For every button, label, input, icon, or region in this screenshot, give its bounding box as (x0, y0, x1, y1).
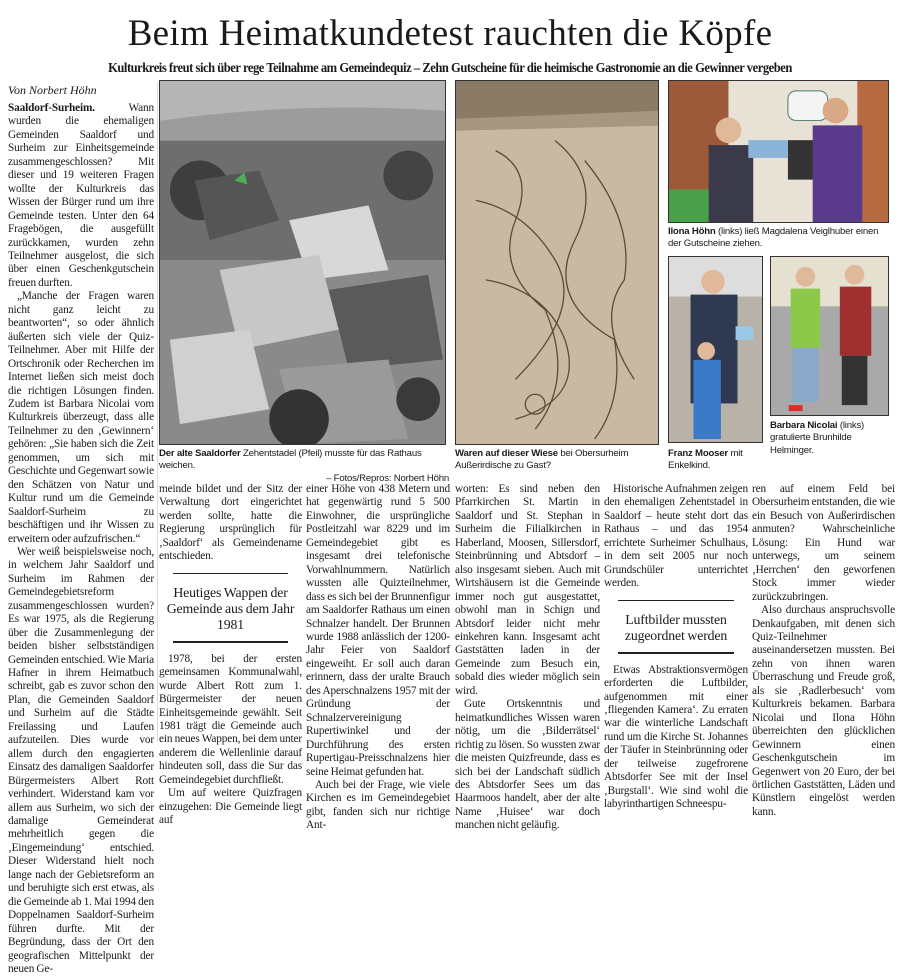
photo-voucher-draw (668, 80, 889, 223)
caption-bold: Ilona Höhn (668, 226, 716, 237)
photo-barbara-nicolai (770, 256, 889, 416)
article-column-5 (604, 483, 748, 812)
photo3-caption (668, 226, 893, 251)
paragraph: „Manche der Fragen waren nicht ganz leicht zu beantworten“, so oder ähnlich äußerten sich viele der Quiz-Teilnehmer. Aber mit Hilfe der Ortschronik oder Recherchen im Internet ließen sich meist doch die richtigen Lösungen finden. Zudem ist Barbara Nicolai vom Kulturkreis überzeugt, dass alle Teilnehmer zu den ‚Gewinnern‘ gehören: „Sie haben sich die Zeit genommen, um sich mit Geschichte und Gegenwart sowie den Schätzen von Natur und Kultur rund um die Gemeinde Saaldorf-Surheim zu beschäftigen und ihr Wissen zu erweitern oder aufzufrischen.“ (8, 290, 154, 545)
paragraph: Auch bei der Frage, wie viele Kirchen es im Gemeindegebiet gibt, fanden sich nur richtige Ant- (306, 778, 450, 832)
paragraph-text: Wann wurden die ehemaligen Gemeinden Saaldorf und Surheim zur Einheitsgemeinde zusammengeschlossen? Mit dieser und 19 weiteren Fragen wollte der Kulturkreis das Wissen der Bürger rund um ihre Gemeinde testen. Unter den 64 Fragebögen, die ausgefüllt zurückkamen, wurden zehn Teilnehmer ausgelost, die sich über einen Geschenkgutschein freuen durften. (8, 102, 154, 289)
paragraph: Also durchaus anspruchsvolle Denkaufgaben, mit denen sich Quiz-Teilnehmer auseinandersetzen mussten. Bei zehn von ihnen waren Überraschung und Freude groß, als sie ‚Radlerbesuch‘ vom Kulturkreis bekamen. Barbara Nicolai und Ilona Höhn überreichten den glücklichen Gewinnern einen Geschenkgutschein im Gegenwert von 20 Euro, der bei örtlichen Gaststätten, Läden und Künstlern eingelöst werden kann. (752, 604, 895, 818)
article-column-1 (8, 102, 154, 976)
photo1-caption (159, 448, 449, 485)
subheading: Luftbilder mussten zugeordnet werden (604, 600, 748, 654)
paragraph: Wer weiß beispielsweise noch, in welchem Jahr Saaldorf und Surheim im Rahmen der Gemeindegebietsreform zusammengeschlossen wurden? Es war 1975, als die Regierung über die Zusammenlegung der beiden bisher selbstständigen Gemeinden entschied. Wie Maria Hafner in ihrem Heimatbuch schreibt, gab es zuvor schon den Plan, die Gemeinden Saaldorf und Surheim auf die Städte Freilassing und Laufen aufzuteilen. Dies wurde vor allem durch den engagierten Einsatz des damaligen Saaldorfer Bürgermeisters Albert Rott verhindert. Widerstand kam vor allem aus Surheim, wo sich der damalige Gemeinderat mehrheitlich gegen die ‚Eingemeindung‘ entschied. Dieser Widerstand hielt noch lange nach der Gebietsreform an und beruhigte sich erst etwas, als die Gemeinde ab 1. Mai 1994 den Doppelnamen Saaldorf-Surheim führen durfte. Mit der Begründung, dass der Ort den geografischen Mittelpunkt der neuen Ge- (8, 545, 154, 975)
article-column-6 (752, 483, 895, 819)
paragraph: ren auf einem Feld bei Obersurheim entstanden, die wie ein Besuch von Außerirdischen anmuten? Wahrscheinliche Lösung: Ein Hund war unterwegs, um seinem ‚Herrchen‘ den geworfenen Stock immer wieder zurückzubringen. (752, 483, 895, 603)
caption-text: Zehentstadel (Pfeil) musste für das Rathaus weichen. (159, 448, 422, 472)
caption-bold: Franz Mooser (668, 448, 728, 459)
paragraph (8, 102, 154, 290)
photo4-caption (668, 448, 766, 473)
photo5-caption (770, 420, 895, 457)
paragraph: Um auf weitere Quizfragen einzugehen: Die Gemeinde liegt auf (159, 787, 302, 827)
caption-text: (links) ließ Magdalena Veiglhuber einen der Gutscheine ziehen. (668, 226, 879, 250)
paragraph: 1978, bei der ersten gemeinsamen Kommunalwahl, wurde Albert Rott zum 1. Bürgermeister der neuen Einheitsgemeinde gewählt. Seit 1981 trägt die Gemeinde auch ein neues Wappen, bei dem unter anderem die Wellenlinie darauf hindeuten soll, dass die Sur das Gemeindegebiet durchfließt. (159, 652, 302, 786)
article-column-3 (306, 483, 450, 833)
paragraph: einer Höhe von 438 Metern und hat gegenwärtig rund 5 500 Einwohner, die ursprüngliche Postleitzahl war 8229 und im Gemeindegebiet gibt es insgesamt drei telefonische Vorwahlnummern. Natürlich wussten alle Quizteilnehmer, dass es sich bei der Brunnenfigur am Saaldorfer Rathaus um einen Schnalzer handelt. Der Brunnen wurde 1988 anlässlich der 1200-Jahr Feier von Saaldorf eingeweiht. Er soll auch daran erinnern, dass der uralte Brauch des Aperschnalzens 1957 mit der Gründung der Schnalzervereinigung Rupertiwinkel und der Durchführung des ersten Rupertigau-Preisschnalzens hier seine Heimat gefunden hat. (306, 483, 450, 778)
photo-franz-mooser (668, 256, 763, 443)
caption-text: mit Enkelkind. (668, 448, 743, 472)
caption-text: (links) gratulierte Brunhilde Helminger. (770, 420, 865, 456)
article-column-4 (455, 483, 600, 833)
caption-text: bei Obersurheim Außerirdische zu Gast? (455, 448, 629, 472)
paragraph: Historische Aufnahmen zeigen den ehemaligen Zehentstadel in Saaldorf – heute steht dort das Rathaus – und das 1954 errichtete Surheimer Schulhaus, in dem seit 2005 nur noch Grundschüler unterrichtet werden. (604, 483, 748, 590)
photo-credit: – Fotos/Repros: Norbert Höhn (326, 472, 449, 484)
photo-snow-field (455, 80, 659, 445)
photo-aerial-village (159, 80, 446, 445)
column-rule (157, 82, 158, 742)
caption-bold: Waren auf dieser Wiese (455, 448, 558, 459)
photo2-caption (455, 448, 660, 473)
paragraph: worten: Es sind neben den Pfarrkirchen St. Martin in Saaldorf und St. Stephan in Surheim die Filialkirchen in Haberland, Moosen, Sillersdorf, Steinbrünning und Abtsdorf – also insgesamt sieben. Auch mit Wirtshäusern ist die Gemeinde immer noch gut ausgestattet, obwohl man in Schign und Abtsdorf leider nicht mehr einkehren kann. Insgesamt acht Gaststätten laden in der Gemeinde zum Besuch ein, sobald dies wieder möglich sein wird. (455, 483, 600, 697)
dateline: Saaldorf-Surheim. (8, 102, 95, 114)
subtitle: Kulturkreis freut sich über rege Teilnahme am Gemeindequiz – Zehn Gutscheine für die heimische Gastronomie an die Gewinner vergeben (108, 60, 792, 75)
paragraph: Gute Ortskenntnis und heimatkundliches Wissen waren nötig, um die ‚Bilderrätsel‘ richtig zu lösen. So wussten zwar die meisten Quizfreunde, dass es sich bei der Landschaft südlich des Abtsdorfer Sees um das Haarmoos handelt, aber der alte Name ‚Huisee‘ war doch manchen nicht geläufig. (455, 698, 600, 832)
paragraph: meinde bildet und der Sitz der Verwaltung dort eingerichtet werden sollte, hatte die Regierung ursprünglich für ‚Saaldorf‘ als Gemeindename entschieden. (159, 483, 302, 563)
subheading: Heutiges Wappen der Gemeinde aus dem Jahr 1981 (159, 573, 302, 643)
caption-bold: Der alte Saaldorfer (159, 448, 241, 459)
byline: Von Norbert Höhn (8, 83, 97, 97)
article-column-2 (159, 483, 302, 828)
headline: Beim Heimatkundetest rauchten die Köpfe (127, 13, 773, 54)
caption-bold: Barbara Nicolai (770, 420, 838, 431)
paragraph: Etwas Abstraktionsvermögen erforderten die Luftbilder, aufgenommen mit einer ‚fliegenden Kamera‘. Zu erraten war die winterliche Landschaft rund um die Kirche St. Johannes der Täufer in Steinbrünning oder der teilweise zugefrorene Abtsdorfer See mit der Insel ‚Burgstall‘. Wie sind wohl die labyrinthartigen Schneespu- (604, 663, 748, 811)
